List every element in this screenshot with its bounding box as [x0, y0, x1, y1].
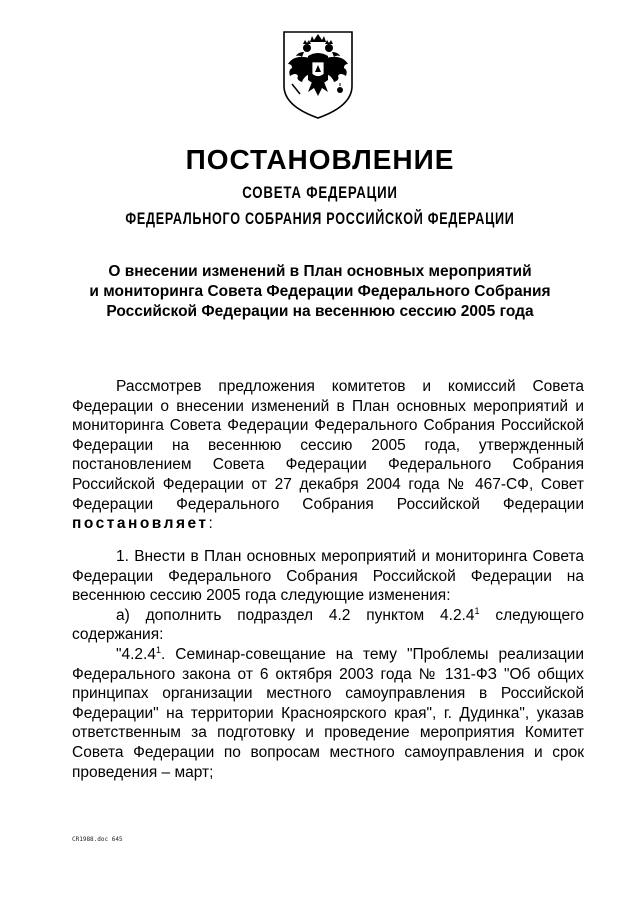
- subject-line-2: и мониторинга Совета Федерации Федерального Собрания: [89, 283, 551, 300]
- quoted-item: [72, 645, 584, 782]
- subject-line-3: Российской Федерации на весеннюю сессию 2005 года: [106, 303, 534, 320]
- document-file-code: CR1988.doc 645: [72, 836, 123, 843]
- decree-word: постановляет: [72, 515, 209, 533]
- subject-line-1: О внесении изменений в План основных мероприятий: [108, 263, 532, 280]
- document-subject: [60, 262, 580, 322]
- quoted-item-number: "4.2.4: [116, 645, 156, 663]
- item-1a: [72, 606, 584, 645]
- item-1: 1. Внести в План основных мероприятий и мониторинга Совета Федерации Федерального Собрания Российской Федерации на весеннюю сессию 2005 года следующие изменения:: [72, 548, 584, 605]
- decree-colon: :: [208, 515, 213, 533]
- item-1a-text: а) дополнить подраздел 4.2 пунктом 4.2.4: [116, 606, 475, 624]
- decree-items: [72, 547, 584, 782]
- item-1a-tail: следующего содержания:: [72, 606, 585, 644]
- quoted-item-text: . Семинар-совещание на тему "Проблемы реализации Федерального закона от 6 октября 2003 года № 131-ФЗ "Об общих принципах организации местного самоуправления в Российской Федерации" на территории Красноярского края", г. Дудинка", указав ответственным за подготовку и проведение мероприятия Комитет Совета Федерации по вопросам местного самоуправления и срок проведения – март;: [72, 645, 584, 781]
- russian-coat-of-arms-icon: [280, 28, 356, 124]
- quoted-item-superscript: 1: [155, 644, 161, 655]
- preamble-text: Рассмотрев предложения комитетов и комиссий Совета Федерации о внесении изменений в План основных мероприятий и мониторинга Совета Федерации Федерального Собрания Российской Федерации на весеннюю сессию 2005 года, утвержденный постановлением Совета Федерации Федерального Собрания Российской Федерации от 27 декабря 2004 года № 467-СФ, Совет Федерации Федерального Собрания Российской Федерации: [72, 378, 584, 513]
- issuer-line-1: СОВЕТА ФЕДЕРАЦИИ: [242, 183, 398, 202]
- issuer-line-2: ФЕДЕРАЛЬНОГО СОБРАНИЯ РОССИЙСКОЙ ФЕДЕРАЦИИ: [125, 209, 515, 228]
- preamble-paragraph: [72, 377, 584, 534]
- document-title: ПОСТАНОВЛЕНИЕ: [185, 144, 455, 175]
- item-1a-superscript: 1: [474, 605, 480, 616]
